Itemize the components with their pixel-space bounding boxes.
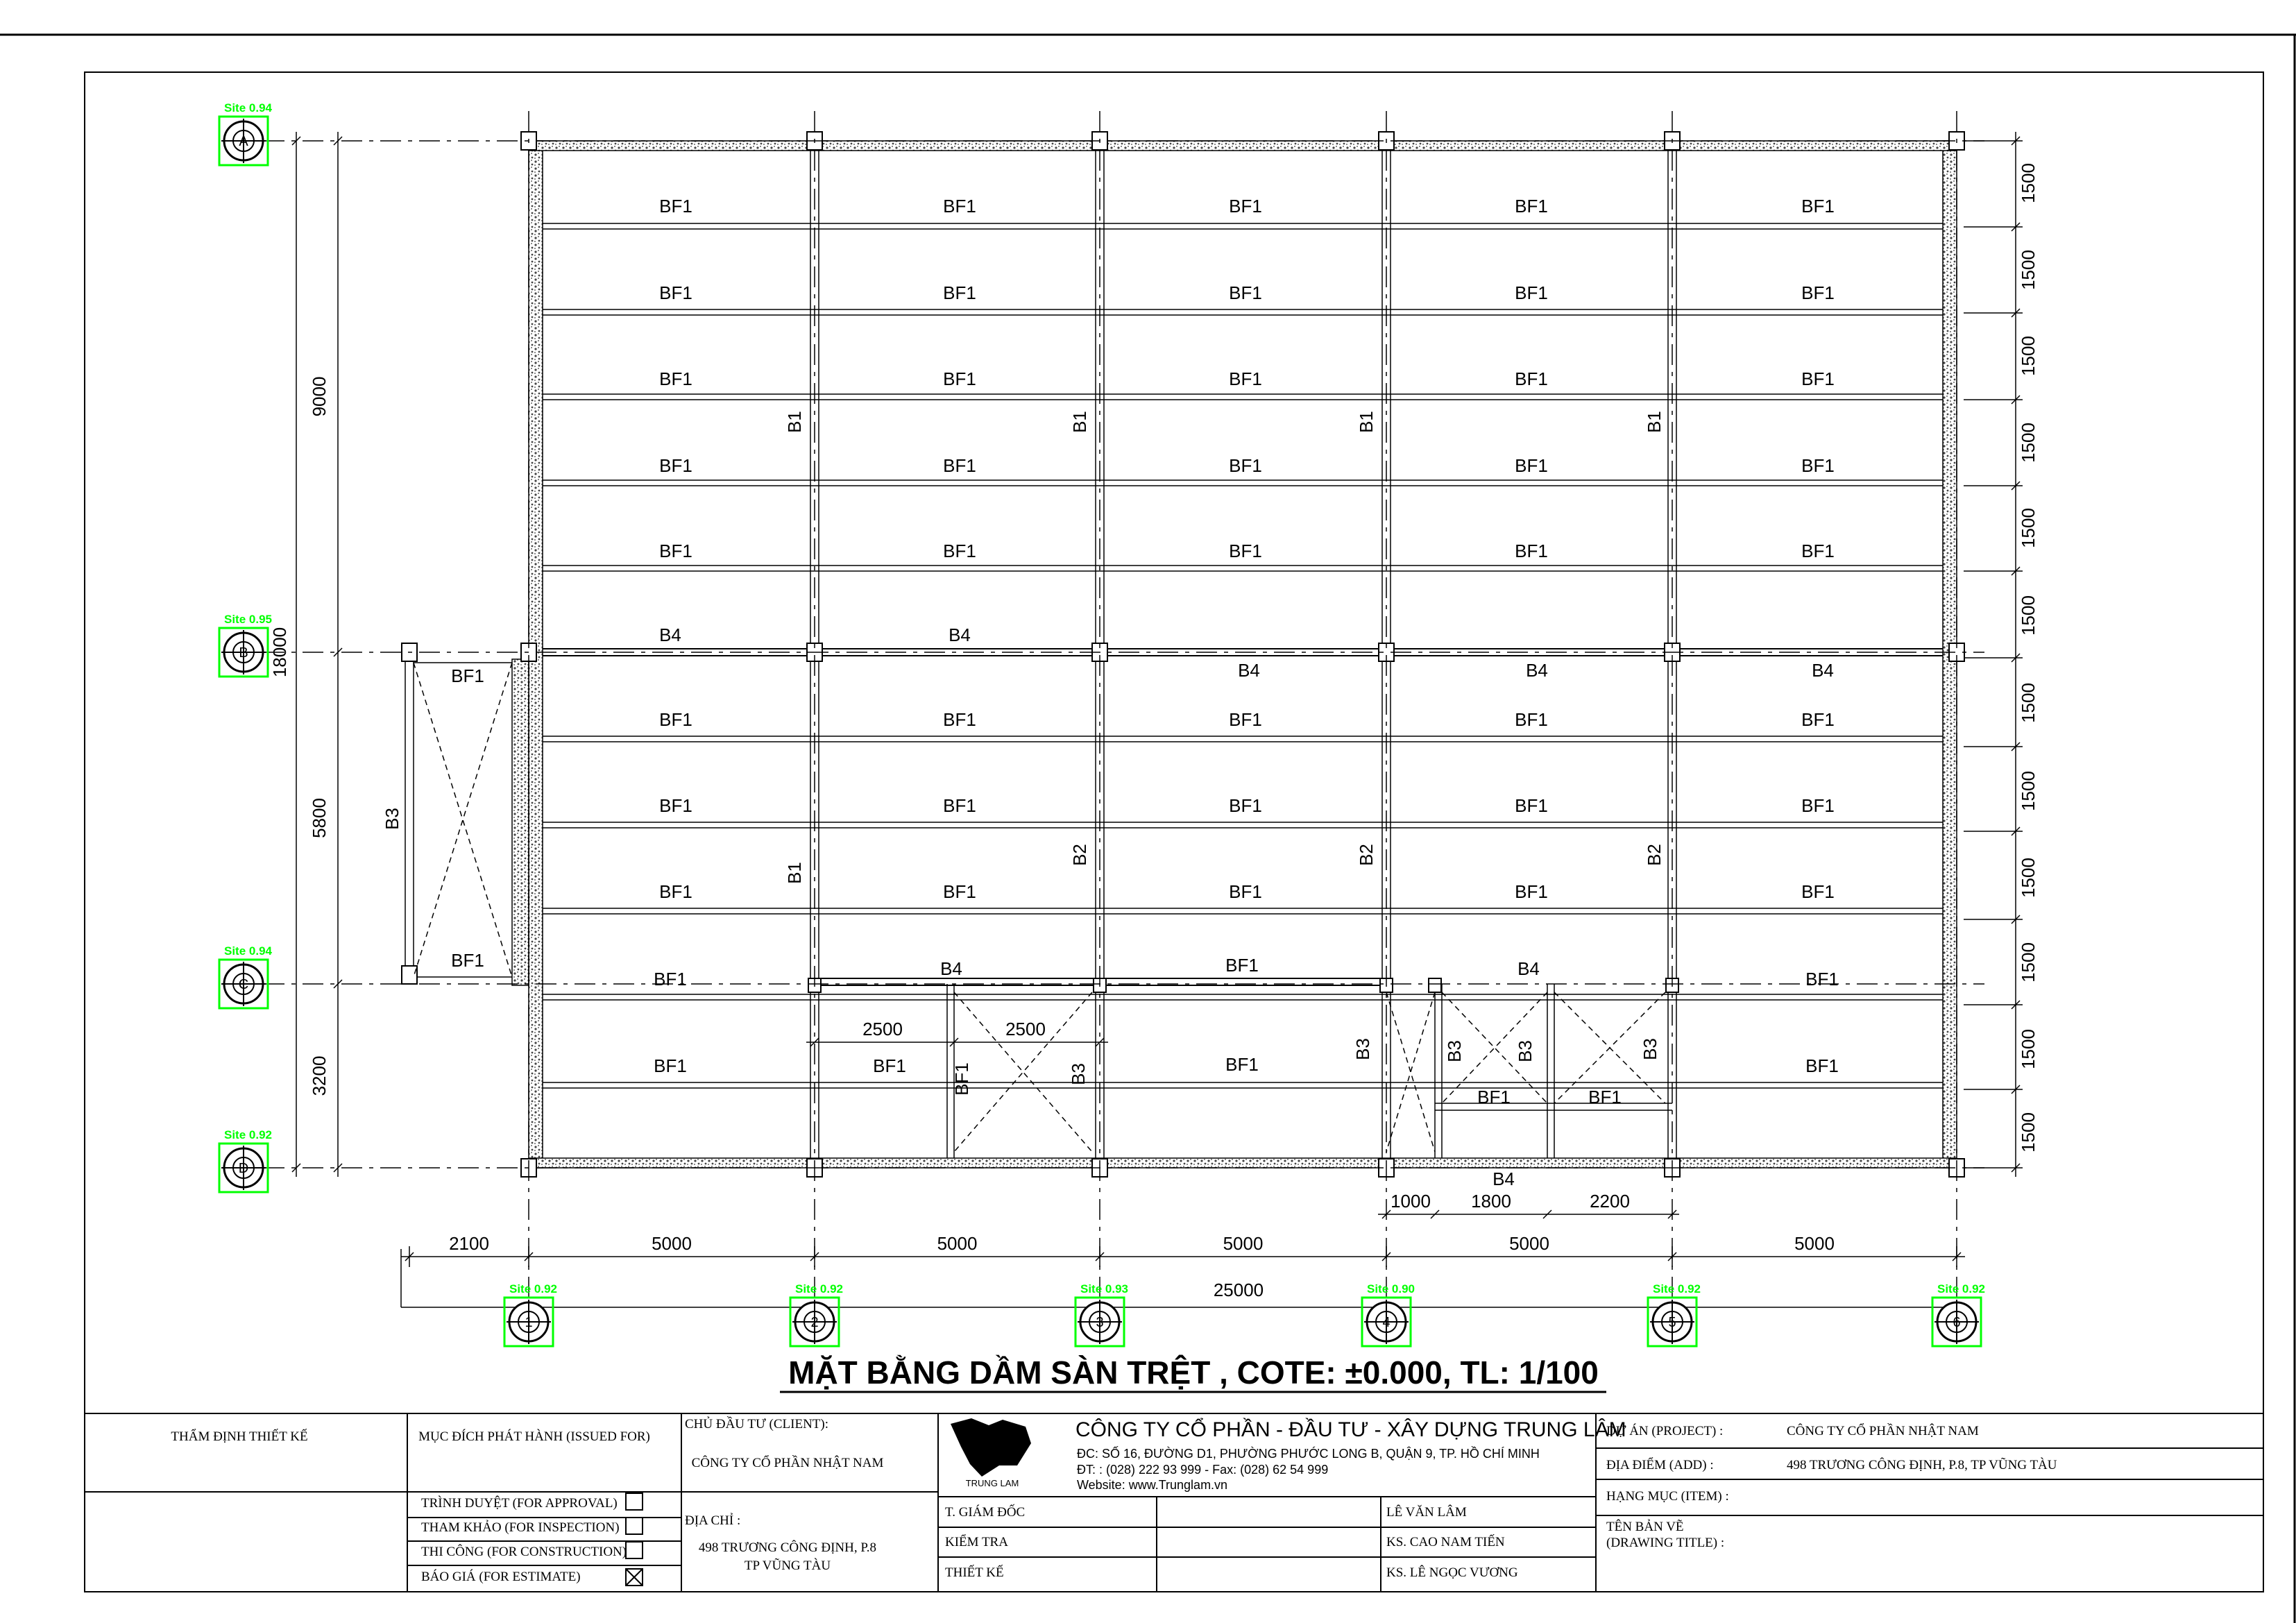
label-bf1-top-2-3: BF1 (1515, 368, 1548, 389)
company-phone: ĐT: : (028) 222 93 999 - Fax: (028) 62 54 999 (1077, 1463, 1329, 1477)
label-bf1-top-2-2: BF1 (1229, 368, 1262, 389)
company-address: ĐC: SỐ 16, ĐƯỜNG D1, PHƯỜNG PHƯỚC LONG B, QUẬN 9, TP. HỒ CHÍ MINH (1077, 1447, 1540, 1461)
label-b1-top-3: B1 (1644, 411, 1665, 433)
logo-text: TRUNG LAM (965, 1478, 1019, 1488)
grid-bubble-col-1-label: 1 (525, 1315, 533, 1330)
dim-right-v-0: 1500 (2018, 163, 2039, 203)
label-bf1-top-1-3: BF1 (1515, 282, 1548, 303)
dim-right-v-10: 1500 (2018, 1029, 2039, 1069)
grid-bubble-col-6-tag: Site 0.92 (1937, 1282, 1985, 1295)
label-b1-top-2: B1 (1356, 411, 1377, 433)
label-bf1-top-3-3: BF1 (1515, 455, 1548, 476)
label-b4-4: B4 (1526, 660, 1548, 681)
b3-left-beam (405, 652, 414, 984)
label-bf1-mid-0-0: BF1 (659, 709, 692, 730)
grid-bubble-row-D-tag: Site 0.92 (224, 1128, 272, 1141)
label-b4-5: B4 (1812, 660, 1834, 681)
label-b3-c: B3 (1444, 1040, 1465, 1062)
label-bf1-top-4-4: BF1 (1801, 541, 1835, 561)
label-bf1-mid-2-2: BF1 (1229, 881, 1262, 902)
dim-sub45-b: 1800 (1471, 1191, 1511, 1212)
label-bf1-mid-1-2: BF1 (1229, 795, 1262, 816)
label-bf1-top-3-2: BF1 (1229, 455, 1262, 476)
label-b1-top-1: B1 (1069, 411, 1090, 433)
label-bf1-top-0-0: BF1 (659, 196, 692, 216)
label-b4-3: B4 (1238, 660, 1260, 681)
label-bf1-vert: BF1 (951, 1062, 972, 1096)
address-line-1: 498 TRƯƠNG CÔNG ĐỊNH, P.8 (698, 1540, 877, 1555)
label-bf1-mid-0-3: BF1 (1515, 709, 1548, 730)
location-label: ĐỊA ĐIỂM (ADD) : (1606, 1458, 1714, 1472)
dim-bay-1: 5000 (937, 1233, 978, 1254)
dim-right-v-4: 1500 (2018, 508, 2039, 548)
dim-left-v-a: 9000 (309, 376, 330, 417)
label-b3-left: B3 (382, 808, 402, 830)
label-b2-mid-2: B2 (1644, 844, 1665, 866)
label-bf1-d-1: BF1 (654, 1055, 687, 1076)
label-bf1-top-3-4: BF1 (1801, 455, 1835, 476)
grid-bubble-row-C-label: C (238, 977, 249, 992)
company-logo (951, 1418, 1031, 1488)
grid-bubble-col-4 (1362, 1282, 1415, 1346)
grid-bubble-row-A-tag: Site 0.94 (224, 101, 272, 114)
label-bf1-top-4-3: BF1 (1515, 541, 1548, 561)
address-line-2: TP VŨNG TÀU (744, 1558, 831, 1573)
grid-bubble-col-3-label: 3 (1096, 1315, 1104, 1330)
grid-bubble-col-4-tag: Site 0.90 (1367, 1282, 1415, 1295)
option-approval: TRÌNH DUYỆT (FOR APPROVAL) (421, 1496, 618, 1511)
dim-right-v-7: 1500 (2018, 771, 2039, 811)
dim-total-v: 18000 (269, 627, 290, 678)
grid-bubble-col-5-label: 5 (1668, 1315, 1676, 1330)
item-label: HẠNG MỤC (ITEM) : (1606, 1489, 1729, 1504)
label-bf1-top-1-2: BF1 (1229, 282, 1262, 303)
label-bf1-c-5: BF1 (1805, 969, 1839, 989)
label-bf1-mid-1-4: BF1 (1801, 795, 1835, 816)
grid-bubble-row-D (219, 1128, 272, 1192)
dim-right-v-5: 1500 (2018, 595, 2039, 636)
drawing-title-label-en: (DRAWING TITLE) : (1606, 1536, 1725, 1550)
option-inspection: THAM KHẢO (FOR INSPECTION) (421, 1520, 620, 1535)
dim-right-v-3: 1500 (2018, 423, 2039, 463)
label-bf1-mid-2-4: BF1 (1801, 881, 1835, 902)
label-bf1-top-1-0: BF1 (659, 282, 692, 303)
grid-bubble-col-6-label: 6 (1953, 1315, 1961, 1330)
grid-bubble-col-1-tag: Site 0.92 (509, 1282, 557, 1295)
grid-bubble-row-B-label: B (239, 645, 248, 661)
company-website: Website: www.Trunglam.vn (1077, 1478, 1228, 1492)
dim-left-bay: 2100 (449, 1233, 489, 1254)
drawing-title: MẶT BẰNG DẦM SÀN TRỆT , COTE: ±0.000, TL: 1/100 (788, 1354, 1599, 1391)
label-bf1-d-4a: BF1 (1477, 1087, 1511, 1107)
dim-sub23-a: 2500 (862, 1019, 903, 1039)
beam-labels (382, 196, 1839, 1189)
label-bf1-d-4b: BF1 (1588, 1087, 1622, 1107)
dim-right-v-2: 1500 (2018, 336, 2039, 376)
grid-bubble-col-2 (790, 1282, 843, 1346)
tham-dinh-label: THẨM ĐỊNH THIẾT KẾ (171, 1429, 308, 1444)
grid-bubble-col-4-label: 4 (1382, 1315, 1391, 1330)
grid-bubble-row-D-label: D (238, 1161, 249, 1176)
checkbox-construction[interactable] (626, 1542, 643, 1558)
label-bf1-top-0-1: BF1 (943, 196, 976, 216)
dim-right-v-1: 1500 (2018, 250, 2039, 290)
grid-bubble-col-2-tag: Site 0.92 (795, 1282, 843, 1295)
option-construction: THI CÔNG (FOR CONSTRUCTION) (421, 1545, 627, 1559)
option-estimate: BÁO GIÁ (FOR ESTIMATE) (421, 1570, 581, 1584)
label-b2-mid-1: B2 (1356, 844, 1377, 866)
project-name: CÔNG TY CỔ PHẦN NHẬT NAM (1787, 1424, 1979, 1438)
grid-bubble-col-3-tag: Site 0.93 (1080, 1282, 1128, 1295)
checkbox-estimate[interactable] (626, 1569, 643, 1586)
role-director: T. GIÁM ĐỐC (945, 1505, 1026, 1520)
grid-bubble-col-2-label: 2 (810, 1315, 819, 1330)
dim-bay-0: 5000 (652, 1233, 692, 1254)
client-label: CHỦ ĐẦU TƯ (CLIENT): (685, 1417, 829, 1431)
label-b4-2: B4 (949, 624, 971, 645)
label-bf1-d-3: BF1 (1225, 1054, 1259, 1075)
dim-left-v-c: 3200 (309, 1055, 330, 1096)
dim-sub45-c: 2200 (1590, 1191, 1630, 1212)
label-bf1-c-1: BF1 (654, 969, 687, 989)
label-bf1-top-1-4: BF1 (1801, 282, 1835, 303)
grid-bubble-col-5-tag: Site 0.92 (1653, 1282, 1701, 1295)
company-name: CÔNG TY CỔ PHẦN - ĐẦU TƯ - XÂY DỰNG TRUNG LÂM (1075, 1418, 1626, 1441)
label-bf1-mid-2-1: BF1 (943, 881, 976, 902)
column-sub-1 (1429, 978, 1441, 992)
label-b3-b: B3 (1352, 1038, 1373, 1060)
label-bf1-top-0-4: BF1 (1801, 196, 1835, 216)
grid-bubble-col-1 (504, 1282, 557, 1346)
checkbox-inspection[interactable] (626, 1518, 643, 1534)
dim-right-v-11: 1500 (2018, 1112, 2039, 1153)
label-bf1-top-2-4: BF1 (1801, 368, 1835, 389)
name-director: LÊ VĂN LÂM (1386, 1505, 1467, 1520)
label-bf1-mid-1-0: BF1 (659, 795, 692, 816)
column-left-1 (402, 966, 417, 984)
label-b3-a: B3 (1068, 1063, 1089, 1085)
label-b4-c-2: B4 (940, 958, 962, 979)
label-b3-e: B3 (1640, 1038, 1660, 1060)
client-name: CÔNG TY CỔ PHẦN NHẬT NAM (691, 1456, 884, 1470)
grid-bubble-col-6 (1932, 1282, 1985, 1346)
address-label: ĐỊA CHỈ : (685, 1513, 741, 1528)
label-bf1-mid-0-1: BF1 (943, 709, 976, 730)
grid-bubble-row-A-label: A (239, 134, 248, 149)
label-bf1-c-3: BF1 (1225, 955, 1259, 976)
location-value: 498 TRƯƠNG CÔNG ĐỊNH, P.8, TP VŨNG TÀU (1787, 1458, 2057, 1472)
grid-bubble-col-3 (1075, 1282, 1128, 1346)
label-bf1-d-5: BF1 (1805, 1055, 1839, 1076)
label-bf1-top-3-0: BF1 (659, 455, 692, 476)
project-label: DỰ ÁN (PROJECT) : (1606, 1424, 1724, 1438)
label-bf1-left-bot: BF1 (451, 950, 484, 971)
label-b3-d: B3 (1515, 1040, 1536, 1062)
label-bf1-mid-2-3: BF1 (1515, 881, 1548, 902)
label-bf1-mid-2-0: BF1 (659, 881, 692, 902)
beam-lines (405, 151, 1943, 1158)
grid-bubble-row-B (219, 613, 272, 677)
wall-top (529, 141, 1957, 151)
dim-right-v-6: 1500 (2018, 683, 2039, 723)
wall-bottom (529, 1158, 1957, 1168)
label-bf1-d-2: BF1 (873, 1055, 906, 1076)
grid-bubble-row-C (219, 944, 273, 1008)
label-bf1-mid-0-4: BF1 (1801, 709, 1835, 730)
label-bf1-top-4-1: BF1 (943, 541, 976, 561)
label-b1-mid-1: B1 (784, 862, 805, 884)
opening-diag-a-2 (1386, 992, 1435, 1152)
dim-right-v-8: 1500 (2018, 858, 2039, 898)
dim-sub23-b: 2500 (1005, 1019, 1046, 1039)
dim-sub45-a: 1000 (1391, 1191, 1431, 1212)
columns (402, 132, 1964, 1177)
label-bf1-left-top: BF1 (451, 665, 484, 686)
checkbox-approval[interactable] (626, 1493, 643, 1510)
label-bf1-mid-1-3: BF1 (1515, 795, 1548, 816)
drawing-title-label: TÊN BẢN VẼ (1606, 1520, 1684, 1534)
label-bf1-top-4-2: BF1 (1229, 541, 1262, 561)
dim-total-x: 25000 (1213, 1280, 1264, 1300)
label-b1-top-0: B1 (784, 411, 805, 433)
dim-left-v-b: 5800 (309, 798, 330, 838)
label-bf1-top-2-0: BF1 (659, 368, 692, 389)
name-checker: KS. CAO NAM TIẾN (1386, 1535, 1505, 1549)
issued-for-label: MỤC ĐÍCH PHÁT HÀNH (ISSUED FOR) (418, 1429, 650, 1444)
dim-bay-3: 5000 (1509, 1233, 1549, 1254)
grid-bubble-row-C-tag: Site 0.94 (224, 944, 272, 958)
label-b4-bottom: B4 (1493, 1169, 1515, 1189)
grid-bubble-row-A (219, 101, 273, 165)
name-designer: KS. LÊ NGỌC VƯƠNG (1386, 1565, 1518, 1580)
grid-bubble-col-5 (1648, 1282, 1701, 1346)
label-bf1-top-0-2: BF1 (1229, 196, 1262, 216)
grid-bubble-row-B-tag: Site 0.95 (224, 613, 272, 626)
label-bf1-top-3-1: BF1 (943, 455, 976, 476)
opening-diag-b-2 (1386, 992, 1435, 1152)
dim-right-v-9: 1500 (2018, 942, 2039, 983)
dim-bay-2: 5000 (1223, 1233, 1264, 1254)
label-bf1-top-1-1: BF1 (943, 282, 976, 303)
label-b4-c-4: B4 (1517, 958, 1540, 979)
wall-left-bay (512, 659, 529, 985)
label-bf1-mid-0-2: BF1 (1229, 709, 1262, 730)
label-b4-1: B4 (659, 624, 681, 645)
role-checker: KIỂM TRA (945, 1535, 1008, 1549)
label-bf1-top-0-3: BF1 (1515, 196, 1548, 216)
label-bf1-top-2-1: BF1 (943, 368, 976, 389)
dim-bay-4: 5000 (1794, 1233, 1835, 1254)
role-designer: THIẾT KẾ (945, 1565, 1004, 1580)
label-bf1-top-4-0: BF1 (659, 541, 692, 561)
label-bf1-mid-1-1: BF1 (943, 795, 976, 816)
label-b2-mid-0: B2 (1069, 844, 1090, 866)
